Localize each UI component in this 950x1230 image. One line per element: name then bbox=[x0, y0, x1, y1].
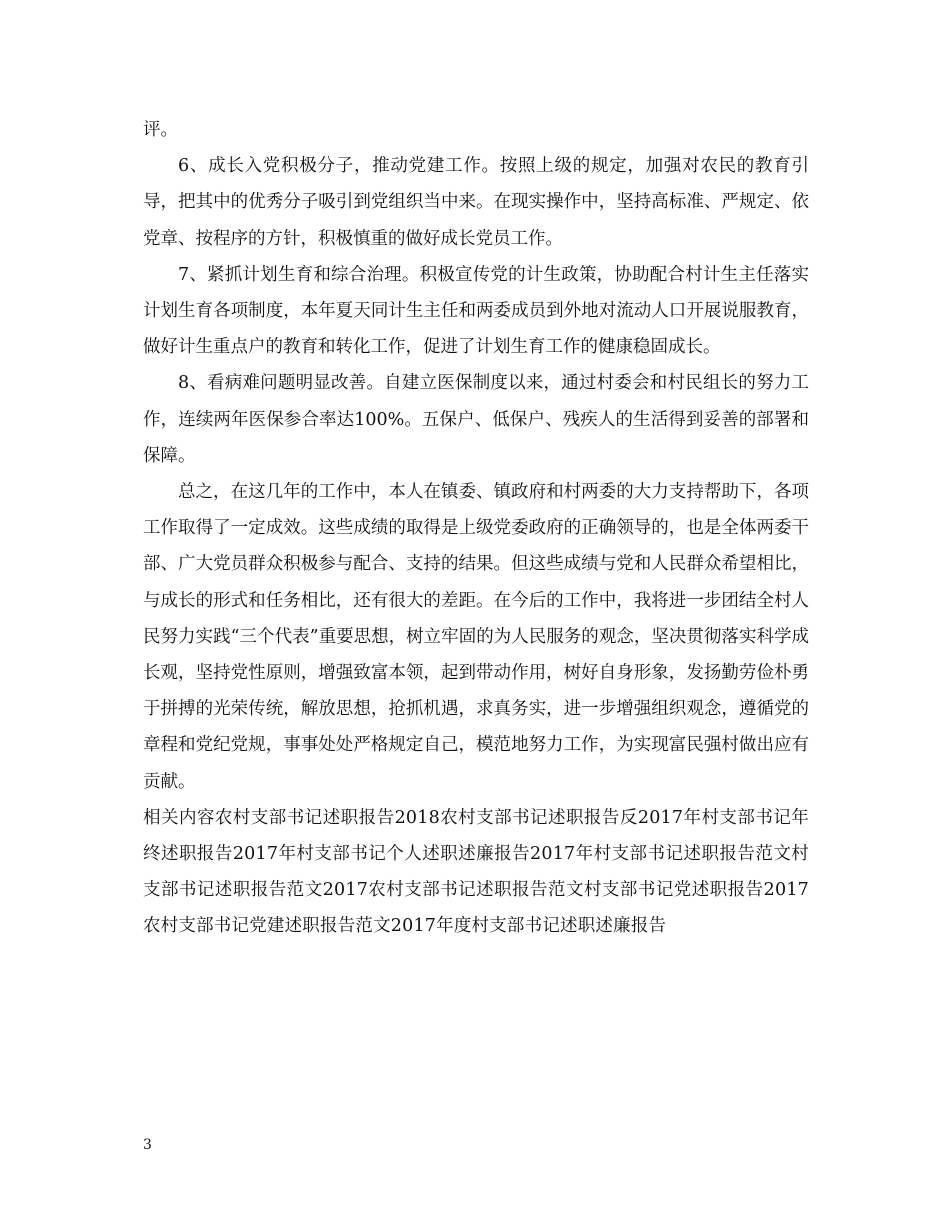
paragraph-item-8: 8、看病难问题明显改善。自建立医保制度以来，通过村委会和村民组长的努力工作，连续两年医保参合率达100%。五保户、低保户、残疾人的生活得到妥善的部署和保障。 bbox=[143, 373, 809, 466]
document-body bbox=[143, 112, 809, 945]
page-number: 3 bbox=[143, 1137, 152, 1153]
paragraph-item-7: 7、紧抓计划生育和综合治理。积极宣传党的计生政策，协助配合村计生主任落实计划生育各项制度，本年夏天同计生主任和两委成员到外地对流动人口开展说服教育，做好计生重点户的教育和转化工作，促进了计划生育工作的健康稳固成长。 bbox=[143, 264, 809, 358]
related-content-paragraph: 相关内容农村支部书记述职报告2018农村支部书记述职报告反2017年村支部书记年终述职报告2017年村支部书记个人述职述廉报告2017年村支部书记述职报告范文村支部书记述职报告范文2017农村支部书记述职报告范文村支部书记党述职报告2017农村支部书记党建述职报告范文2017年度村支部书记述职述廉报告 bbox=[143, 807, 809, 937]
continued-paragraph-end: 评。 bbox=[143, 120, 178, 140]
summary-paragraph: 总之，在这几年的工作中，本人在镇委、镇政府和村两委的大力支持帮助下，各项工作取得了一定成效。这些成绩的取得是上级党委政府的正确领导的，也是全体两委干部、广大党员群众积极参与配合、支持的结果。但这些成绩与党和人民群众希望相比，与成长的形式和任务相比，还有很大的差距。在今后的工作中，我将进一步团结全村人民努力实践“三个代表”重要思想，树立牢固的为人民服务的观念，坚决贯彻落实科学成长观，坚持党性原则，增强致富本领，起到带动作用，树好自身形象，发扬勤劳俭朴勇于拼搏的光荣传统，解放思想，抢抓机遇，求真务实，进一步增强组织观念，遵循党的章程和党纪党规，事事处处严格规定自己，模范地努力工作，为实现富民强村做出应有贡献。 bbox=[143, 482, 809, 792]
paragraph-item-6: 6、成长入党积极分子，推动党建工作。按照上级的规定，加强对农民的教育引导，把其中的优秀分子吸引到党组织当中来。在现实操作中，坚持高标准、严规定、依党章、按程序的方针，积极慎重的做好成长党员工作。 bbox=[143, 156, 809, 249]
